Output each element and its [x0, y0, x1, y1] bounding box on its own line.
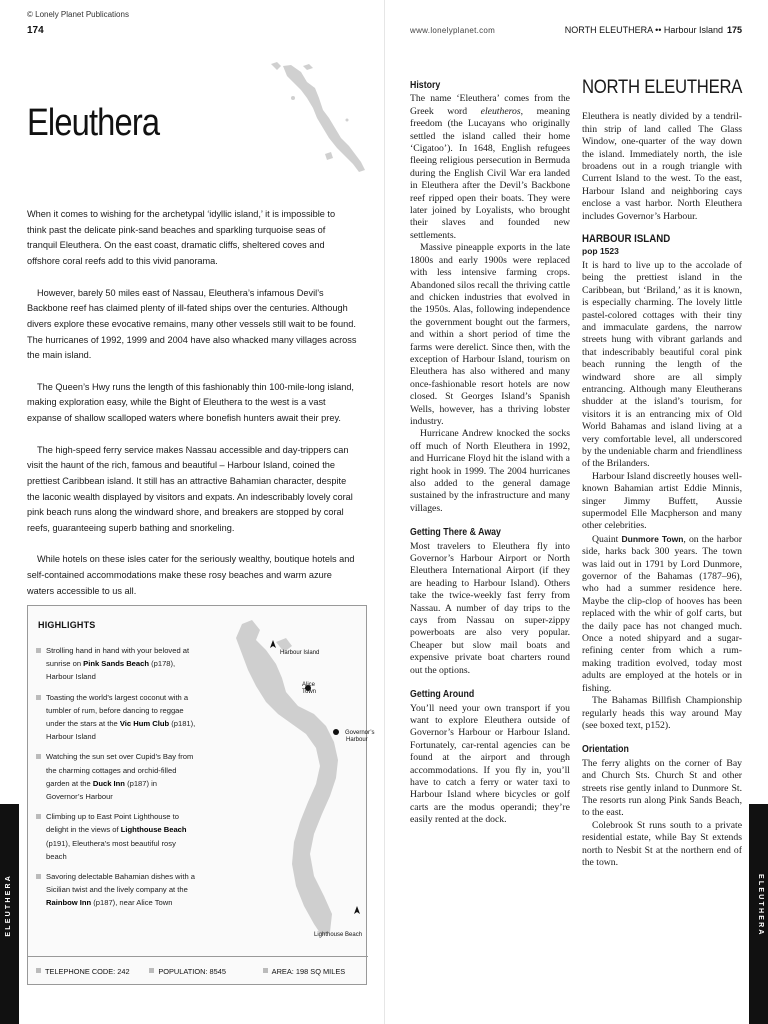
- island-silhouette-map: [263, 58, 373, 178]
- harbour-paragraph: Harbour Island discreetly houses well-known Bahamian artist Eddie Minnis, singer Jimmy Buffett, Aussie supermodel Elle Macpherson and many other celebrities.: [582, 470, 742, 532]
- highlight-item: Strolling hand in hand with your beloved at sunrise on Pink Sands Beach (p178), Harbour Island: [36, 644, 196, 684]
- getting-there-heading: Getting There & Away: [410, 527, 501, 539]
- harbour-paragraph: Quaint Dunmore Town, on the harbor side, harks back 300 years. The town was laid out in 1791 by Lord Dunmore, governor of the Bahamas (1787–96), who had a summer residence here. Maybe the clip-clop of hooves has been replaced with the whir of golf carts, but the daily pace has not changed much. Once a noted shipyard and a sugar-refining center from which a rum-making tradition evolved, today most adults are employed at the hotels or in fishing.: [582, 533, 742, 694]
- highlights-title: HIGHLIGHTS: [38, 620, 96, 630]
- harbour-paragraph: The Bahamas Billfish Championship regularly heads this way around May (see boxed text, p152).: [582, 695, 742, 731]
- square-bullet-icon: [36, 754, 41, 759]
- harbour-paragraph: It is hard to live up to the accolade of being the prettiest island in the Caribbean, but ‘Briland,’ as it is known, is especially charming. The lovely little pastel-colored cottages with their tiny and immaculate gardens, the narrow streets hung with vibrant garlands and that indescribably beautiful coral pink beach running the length of the windward shore are all simply entrancing. Although many Eleutherans shudder at the island’s tourism, for visitors it is an entrancing mix of Old World Bahamas and island living at a very comfortable level, all underscored by the undeniable charm and friendliness of the Brilanders.: [582, 259, 742, 470]
- orientation-paragraph: The ferry alights on the corner of Bay and Church Sts. Church St and other streets rise gently inland to Dunmore St. The resorts run along Pink Sands Beach, to the east.: [582, 757, 742, 819]
- harbour-island-marker-icon: [270, 640, 276, 648]
- website-url[interactable]: www.lonelyplanet.com: [410, 26, 496, 35]
- square-bullet-icon: [36, 874, 41, 879]
- text-column-2: [582, 77, 743, 869]
- population: POPULATION: 8545: [141, 967, 254, 976]
- area: AREA: 198 SQ MILES: [255, 967, 368, 976]
- thumb-tab-right: [749, 804, 768, 1024]
- history-heading: History: [410, 80, 441, 91]
- highlights-footer: [28, 956, 368, 985]
- history-paragraph: Hurricane Andrew knocked the socks off much of North Eleuthera in 1992, and Hurricane Floyd hit the island with a right hook in 1999. The 2004 hurricanes also added to the general damage sustained by the infrastructure and many villages.: [410, 428, 570, 514]
- intro-paragraph: The high-speed ferry service makes Nassau accessible and day-trippers can visit the haunt of the rich, famous and beautiful – Harbour Island, coined the prettiest Caribbean island. It still has an attractive Bahamian character, despite the laconic wealth displayed by visitors and expats. An indescribably lovely coral pink beach runs along the windward shore, and breakers are stopped by coral reefs, guaranteeing superb bathing and snorkeling.: [27, 444, 353, 534]
- section-heading: NORTH ELEUTHERA: [582, 77, 743, 98]
- intro-paragraph: The Queen’s Hwy runs the length of this fashionably thin 100-mile-long island, making exploration easy, while the Bight of Eleuthera to the west is a vast expanse of shallow scalloped waters where bonefish hunters await their prey.: [27, 381, 354, 424]
- copyright-line: © Lonely Planet Publications: [27, 10, 129, 19]
- map-label-alice-town: Alice Town: [302, 682, 317, 695]
- telephone-code: TELEPHONE CODE: 242: [28, 967, 141, 976]
- intro-text: [27, 207, 357, 615]
- page-number-right: 175: [726, 25, 742, 35]
- section-paragraph: Eleuthera is neatly divided by a tendril-thin strip of land called The Glass Window, one-quarter of the way down the island. Immediately north, the isle broadens out in a rough triangle with Current Island to the west. To the east, Harbour Island and neighboring cays enclose a vast harbor. North Eleuthera includes Governor’s Harbour.: [582, 111, 742, 222]
- highlight-item: Toasting the world’s largest coconut with a tumbler of rum, before dancing to reggae under the stars at the Vic Hum Club (p181), Harbour Island: [36, 691, 196, 744]
- intro-paragraph: While hotels on these isles cater for the seriously wealthy, boutique hotels and self-contained accommodations make these rosy beaches and warm azure waters accessible to us all.: [27, 554, 355, 596]
- text-column-1: [410, 80, 570, 827]
- highlight-item: Climbing up to East Point Lighthouse to delight in the views of Lighthouse Beach (p191), Eleuthera’s most beautiful rosy beach: [36, 810, 196, 863]
- harbour-island-heading: HARBOUR ISLAND: [582, 233, 671, 246]
- orientation-paragraph: Colebrook St runs south to a private residential estate, while Bay St extends north to Nesbit St at the northern end of the town.: [582, 819, 742, 868]
- square-bullet-icon: [263, 968, 268, 973]
- highlights-list: [36, 644, 196, 917]
- history-paragraph: The name ‘Eleuthera’ comes from the Greek word eleutheros, meaning freedom (the Lucayans who originally settled the island called their home ‘Cigatoo’). In 1648, English refugees fleeing religious persecution in Bermuda during the English Civil War era landed in Eleuthera after the Devil’s Backbone reef ripped open their boats. They were later joined by Loyalists, who brought their slaves and founded new settlements.: [410, 93, 570, 241]
- square-bullet-icon: [36, 695, 41, 700]
- thumb-tab-label: ELEUTHERA: [5, 874, 12, 937]
- highlights-map: [206, 614, 375, 944]
- highlight-item: Watching the sun set over Cupid’s Bay from the charming cottages and orchid-filled garden at the Duck Inn (p187) in Governor’s Harbour: [36, 750, 196, 803]
- map-label-lighthouse-beach: Lighthouse Beach: [314, 932, 363, 938]
- getting-around-heading: Getting Around: [410, 689, 475, 701]
- thumb-tab-label: ELEUTHERA: [757, 874, 764, 937]
- thumb-tab-left: [0, 804, 19, 1024]
- orientation-heading: Orientation: [582, 744, 629, 756]
- square-bullet-icon: [36, 648, 41, 653]
- highlights-box: [27, 605, 375, 985]
- intro-paragraph: When it comes to wishing for the archetypal ‘idyllic island,’ it is impossible to think past the delicate pink-sand beaches and sparkling turquoise seas of tranquil Eleuthera. On the east coast, dramatic cliffs, sheltered coves and offshore coral reefs add to this vivid panorama.: [27, 209, 336, 267]
- lighthouse-beach-marker-icon: [354, 906, 360, 914]
- running-head: NORTH ELEUTHERA •• Harbour Island 175: [564, 25, 742, 35]
- getting-around-paragraph: You’ll need your own transport if you want to explore Eleuthera outside of Governor’s Harbour or Harbour Island. Fortunately, car-rental agencies can be found at the airport and through accommodations. If you fly in, you’ll have to catch a ferry or water taxi to Harbour Island where bicycles or golf carts are the modus operandi; they’re easily rented at the dock.: [410, 702, 570, 826]
- governors-harbour-marker-icon: [333, 729, 339, 735]
- square-bullet-icon: [36, 814, 41, 819]
- getting-there-paragraph: Most travelers to Eleuthera fly into Governor’s Harbour Airport or North Eleuthera International Airport (if they are heading to Harbour Island). Others take the twice-weekly fast ferry from Nassau. A number of day trips to the cays from Nassau on super-zippy powerboats are also very popular. Cheaper but slow mail boats and expensive private boat charters round out the options.: [410, 540, 570, 676]
- history-paragraph: Massive pineapple exports in the late 1800s and early 1900s were replaced with less intensive farming crops. Abandoned silos recall the thriving cattle and chicken industries that evolved in the 1950s. Alas, following independence the government bought out the farmers, and within a short period of time the farms were derelict. Since then, with the exception of Harbour Island, tourism on Eleuthera has also withered and many once-fashionable resort hotels are now closed. St Georges Island’s Spanish Wells, however, has a thriving lobster industry.: [410, 242, 570, 427]
- right-page: [384, 0, 768, 1024]
- island-shape: [236, 620, 338, 936]
- intro-paragraph: However, barely 50 miles east of Nassau, Eleuthera’s infamous Devil’s Backbone reef has claimed plenty of ill-fated ships over the centuries. Although divers explore these evocative remains, many other vessels still wait to be found. The hurricanes of 1992, 1999 and 2004 have also whacked many villages across the main island.: [27, 287, 357, 361]
- map-label-harbour-island: Harbour Island: [280, 650, 320, 656]
- square-bullet-icon: [36, 968, 41, 973]
- highlight-item: Savoring delectable Bahamian dishes with a Sicilian twist and the lively company at the Rainbow Inn (p187), near Alice Town: [36, 870, 196, 910]
- square-bullet-icon: [149, 968, 154, 973]
- population-note: pop 1523: [582, 246, 619, 257]
- map-label-governors-harbour: Governor’s Harbour: [345, 730, 375, 743]
- chapter-title: Eleuthera: [27, 102, 160, 144]
- page-number-left: 174: [27, 25, 44, 36]
